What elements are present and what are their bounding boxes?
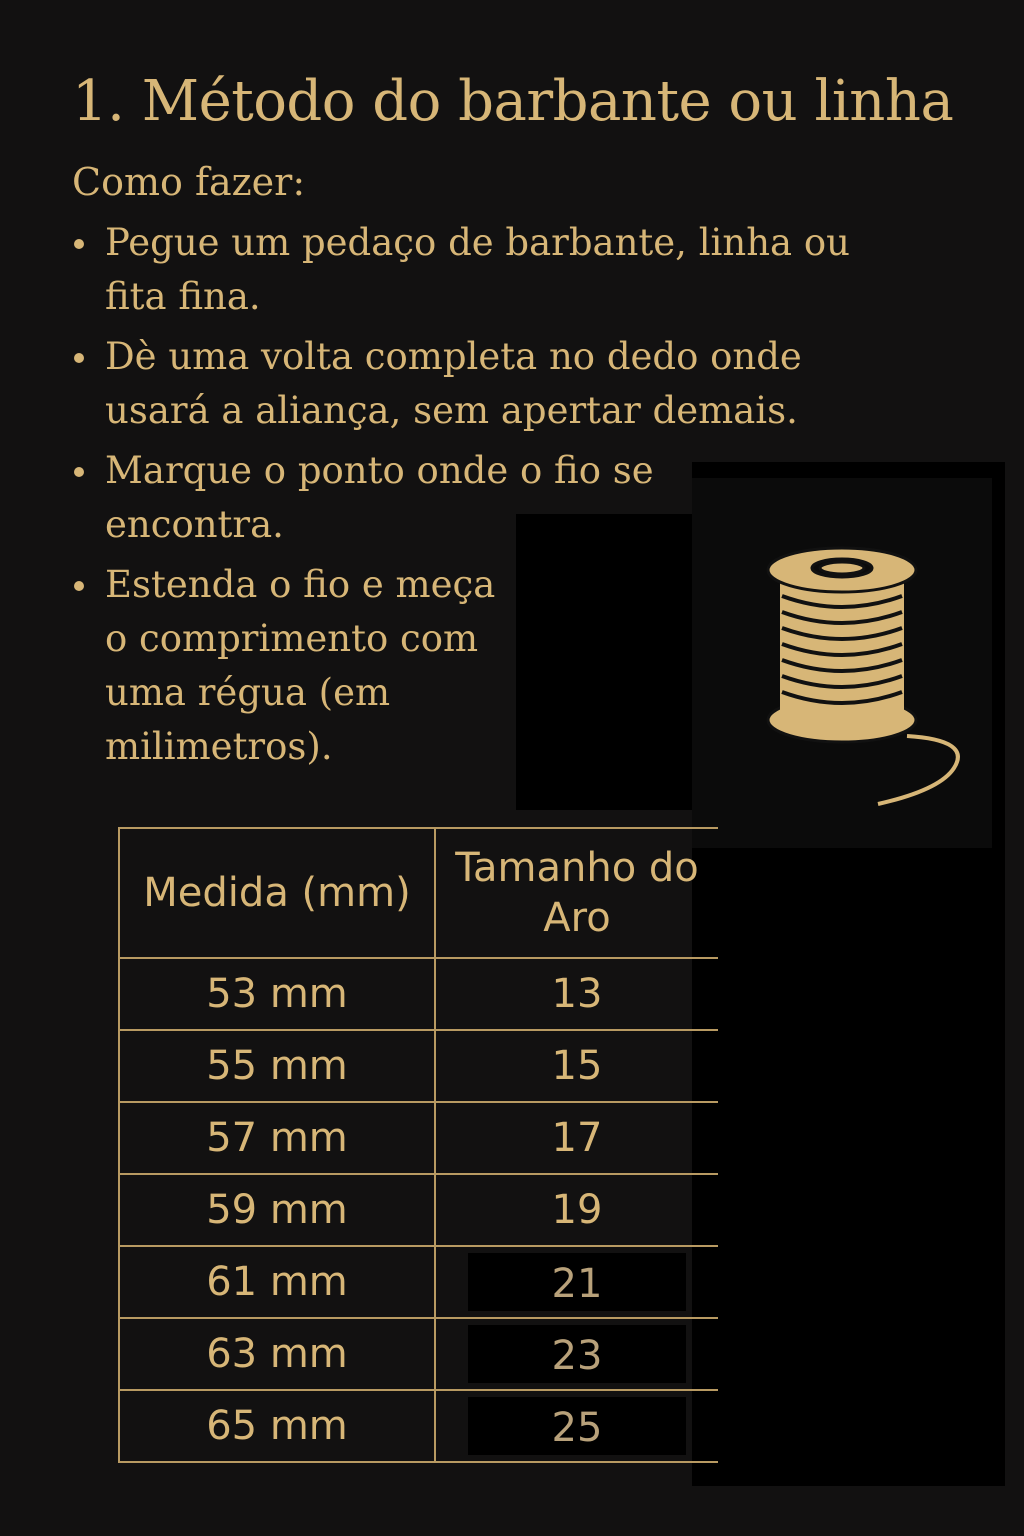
table-row: [119, 1318, 718, 1390]
ring-size-table: [118, 827, 718, 1463]
table-cell: 15: [435, 1030, 718, 1102]
list-item: [72, 558, 525, 774]
table-row: [119, 1102, 718, 1174]
table-row: [119, 958, 718, 1030]
bullet-icon: [74, 581, 84, 591]
list-item: [72, 444, 705, 552]
table-cell: 65 mm: [119, 1390, 435, 1462]
table-row: [119, 1030, 718, 1102]
table-cell: [435, 1246, 718, 1318]
table-cell: [435, 1318, 718, 1390]
column-header: Medida (mm): [119, 828, 435, 958]
page-title: 1. Método do barbante ou linha: [72, 69, 954, 134]
table-row: [119, 1246, 718, 1318]
step-text: Marque o ponto onde o fio se encontra.: [105, 449, 654, 546]
table-cell-value: 23: [468, 1325, 686, 1383]
bullet-icon: [74, 239, 84, 249]
table-cell: 59 mm: [119, 1174, 435, 1246]
list-item: [72, 216, 905, 324]
bullet-icon: [74, 353, 84, 363]
table-cell: 61 mm: [119, 1246, 435, 1318]
table-cell: 63 mm: [119, 1318, 435, 1390]
table-cell: 53 mm: [119, 958, 435, 1030]
column-header: Tamanho do Aro: [435, 828, 718, 958]
table-row: [119, 1390, 718, 1462]
table-cell-value: 25: [468, 1397, 686, 1455]
table-cell-value: 21: [468, 1253, 686, 1311]
table-cell: 55 mm: [119, 1030, 435, 1102]
table-cell: 17: [435, 1102, 718, 1174]
illustration-panel: [692, 478, 992, 848]
table-row: [119, 1174, 718, 1246]
section-subtitle: Como fazer:: [72, 160, 306, 204]
table-cell: 57 mm: [119, 1102, 435, 1174]
table-cell: 19: [435, 1174, 718, 1246]
table-cell: [435, 1390, 718, 1462]
table-header-row: [119, 828, 718, 958]
thread-spool-icon: [692, 478, 992, 848]
step-text: Estenda o fio e meça o comprimento com uma régua (em milimetros).: [105, 563, 496, 768]
table-cell: 13: [435, 958, 718, 1030]
step-text: Pegue um pedaço de barbante, linha ou fita fina.: [105, 221, 850, 318]
list-item: [72, 330, 865, 438]
step-text: Dè uma volta completa no dedo onde usará a aliança, sem apertar demais.: [105, 335, 802, 432]
bullet-icon: [74, 467, 84, 477]
